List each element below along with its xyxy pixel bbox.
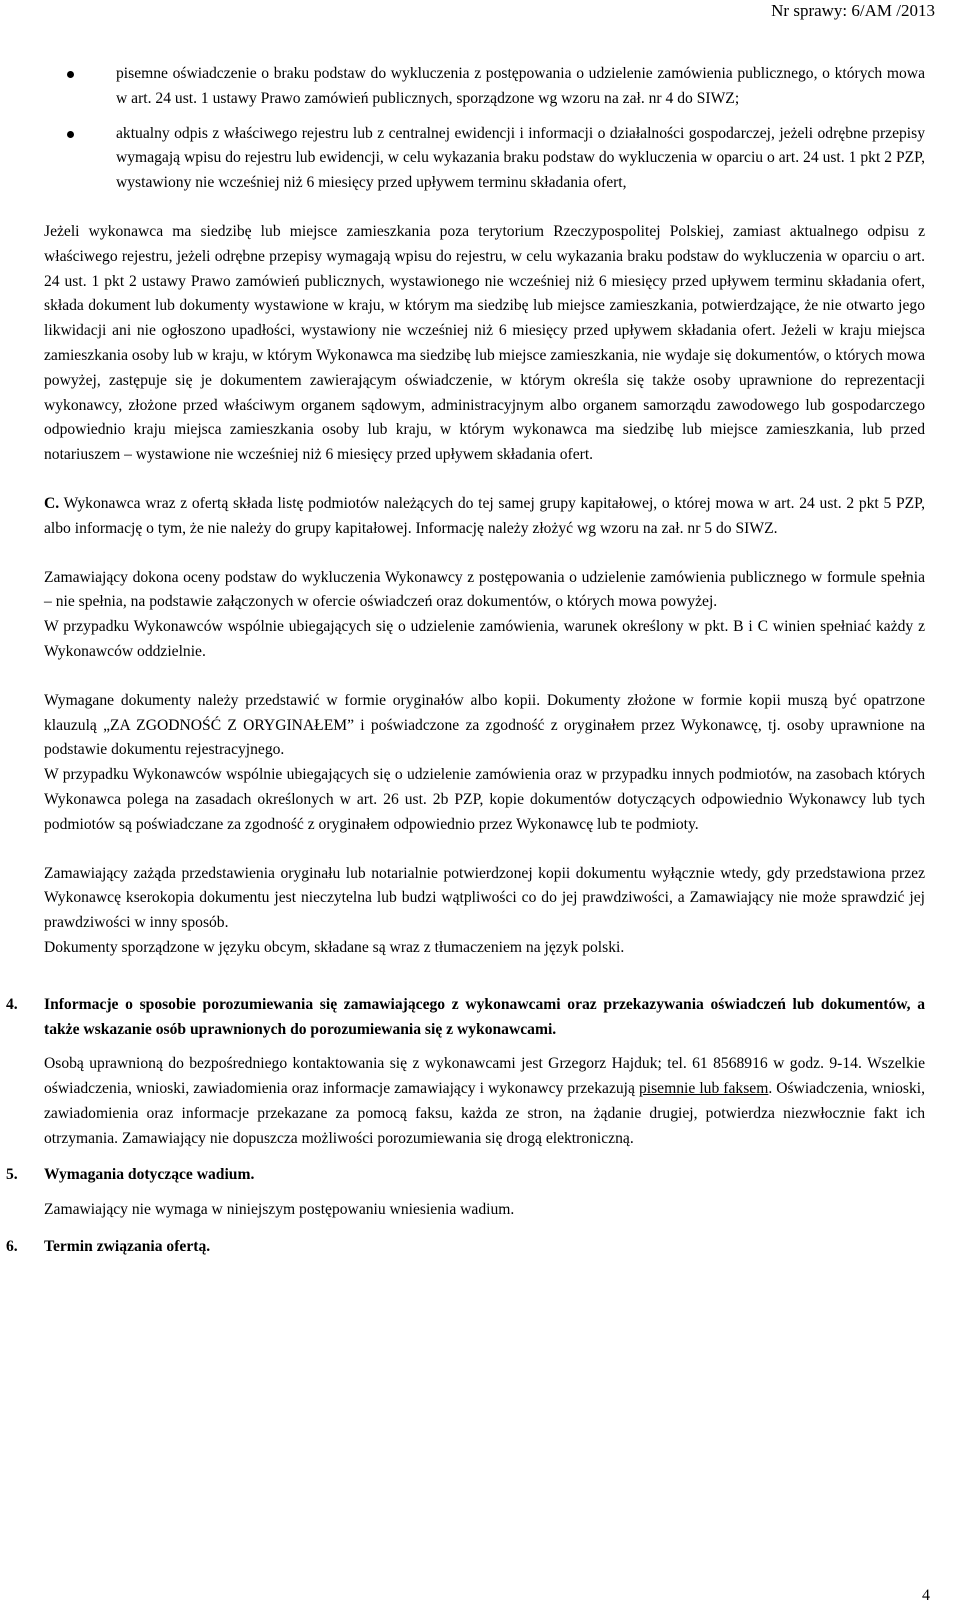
joint-contractors-paragraph: W przypadku Wykonawców wspólnie ubiegających się o udzielenie zamówienia, warunek określony w pkt. B i C winien spełniać każdy z Wykonawców oddzielnie. <box>44 618 925 660</box>
section-number: 6. <box>6 1238 18 1256</box>
list-item-text: aktualny odpis z właściwego rejestru lub z centralnej ewidencji i informacji o działalności gospodarczej, jeżeli odrębne przepisy wymagają wpisu do rejestru lub ewidencji, w celu wykazania braku podstaw do wykluczenia w oparciu o art. 24 ust. 1 pkt 2 PZP, wystawiony nie wcześniej niż 6 miesięcy przed upływem terminu składania ofert, <box>116 124 925 192</box>
list-item <box>44 122 925 196</box>
section-5 <box>6 1163 925 1223</box>
foreign-language-paragraph: Dokumenty sporządzone w języku obcym, składane są wraz z tłumaczeniem na język polski. <box>44 938 625 956</box>
section-4 <box>6 993 925 1152</box>
section-title: Termin związania ofertą. <box>44 1238 211 1256</box>
case-number: Nr sprawy: 6/AM /2013 <box>771 1 935 20</box>
assessment-paragraph: Zamawiający dokona oceny podstaw do wykluczenia Wykonawcy z postępowania o udzielenie zamówienia publicznego w formule spełnia – nie spełnia, na podstawie załączonych w ofercie oświadczeń oraz dokumentów, o których mowa powyżej. <box>44 568 925 611</box>
section-number: 4. <box>6 995 18 1013</box>
paragraph-c-label: C. <box>44 494 60 512</box>
section-6 <box>6 1235 925 1260</box>
paragraph-c <box>44 492 925 542</box>
list-item <box>44 62 925 112</box>
original-paragraph: Zamawiający zażąda przedstawienia oryginału lub notarialnie potwierdzonej kopii dokumentu wyłącznie wtedy, gdy przedstawiona przez Wykonawcę kserokopia dokumentu jest nieczytelna lub budzi wątpliwości co do jej prawdziwości, a Zamawiający nie może sprawdzić jej prawdziwości w inny sposób. <box>44 864 925 932</box>
joint-copies-paragraph: W przypadku Wykonawców wspólnie ubiegających się o udzielenie zamówienia oraz w przypadku innych podmiotów, na zasobach których Wykonawca polega na zasadach określonych w art. 26 ust. 2b PZP, kopie dokumentów dotyczących odpowiednio Wykonawcy lub tych podmiotów są poświadczane za zgodność z oryginałem odpowiednio przez Wykonawcę lub te podmioty. <box>44 766 925 833</box>
bullet-icon <box>67 71 74 78</box>
document-body <box>6 62 925 1260</box>
list-item-text: pisemne oświadczenie o braku podstaw do wykluczenia z postępowania o udzielenie zamówienia publicznego, o których mowa w art. 24 ust. 1 ustawy Prawo zamówień publicznych, sporządzone wg wzoru na zał. nr 4 do SIWZ; <box>116 65 925 107</box>
section-body: Zamawiający nie wymaga w niniejszym postępowaniu wniesienia wadium. <box>44 1201 515 1219</box>
copies-paragraph: Wymagane dokumenty należy przedstawić w formie oryginałów albo kopii. Dokumenty złożone w formie kopii muszą być opatrzone klauzulą „ZA ZGODNOŚĆ Z ORYGINAŁEM” i poświadczone za zgodność z oryginałem przez Wykonawcę, tj. osoby uprawnione na podstawie dokumentu rejestracyjnego. <box>44 691 925 759</box>
underlined-text: pisemnie lub faksem <box>638 1080 769 1098</box>
paragraph-c-text: Wykonawca wraz z ofertą składa listę podmiotów należących do tej samej grupy kapitałowej, o której mowa w art. 24 ust. 2 pkt 5 PZP, albo informację o tym, że nie należy do grupy kapitałowej. Informację należy złożyć wg wzoru na zał. nr 5 do SIWZ. <box>44 494 925 537</box>
section-title: Informacje o sposobie porozumiewania się zamawiającego z wykonawcami oraz przekazywania oświadczeń lub dokumentów, a także wskazanie osób uprawnionych do porozumiewania się z wykonawcami. <box>44 995 925 1038</box>
foreign-contractor-paragraph: Jeżeli wykonawca ma siedzibę lub miejsce zamieszkania poza terytorium Rzeczypospolitej Polskiej, zamiast aktualnego odpisu z właściwego rejestru, jeżeli odrębne przepisy wymagają wpisu do rejestru, w celu wykazania braku podstaw do wykluczenia w oparciu o art. 24 ust. 1 pkt 2 ustawy Prawo zamówień publicznych, wystawionego nie wcześniej niż 6 miesięcy przed upływem terminu składania ofert, składa dokument lub dokumenty wystawione w kraju, w którym ma siedzibę lub miejsce zamieszkania, potwierdzające, że nie otwarto jego likwidacji ani nie ogłoszono upadłości, wystawiony nie wcześniej niż 6 miesięcy przed upływem składania ofert. Jeżeli w kraju miejsca zamieszkania osoby lub w kraju, w którym Wykonawca ma siedzibę lub miejsce zamieszkania, nie wydaje się dokumentów, o których mowa powyżej, zastępuje się je dokumentem zawierającym oświadczenie, w którym określa się także osoby uprawnione do reprezentacji wykonawcy, złożone przed właściwym organem sądowym, administracyjnym albo organem samorządu zawodowego lub gospodarczego odpowiednio kraju miejsca zamieszkania osoby lub kraju, w którym wykonawca ma siedzibę lub miejsce zamieszkania, lub przed notariuszem – wystawione nie wcześniej niż 6 miesięcy przed upływem składania ofert. <box>44 222 925 464</box>
section-body-text: . Oświadczenia, wnioski, zawiadomienia oraz informacje przekazane za pomocą faksu, każda ze stron, na żądanie drugiej, potwierdza niezwłocznie fakt ich otrzymania. Zamawiający nie dopuszcza możliwości porozumiewania się drogą elektroniczną. <box>44 1080 925 1147</box>
section-body-text: Osobą uprawnioną do bezpośredniego kontaktowania się z wykonawcami jest Grzegorz Hajduk; tel. 61 8568916 w godz. 9-14. Wszelkie oświadczenia, wnioski, zawiadomienia oraz informacje zamawiający i wykonawcy przekazują <box>44 1055 925 1098</box>
section-number: 5. <box>6 1166 18 1184</box>
page-number: 4 <box>922 1587 930 1604</box>
required-documents-list <box>44 62 925 196</box>
bullet-icon <box>67 131 74 138</box>
section-body <box>44 1052 925 1151</box>
section-title: Wymagania dotyczące wadium. <box>44 1166 255 1184</box>
